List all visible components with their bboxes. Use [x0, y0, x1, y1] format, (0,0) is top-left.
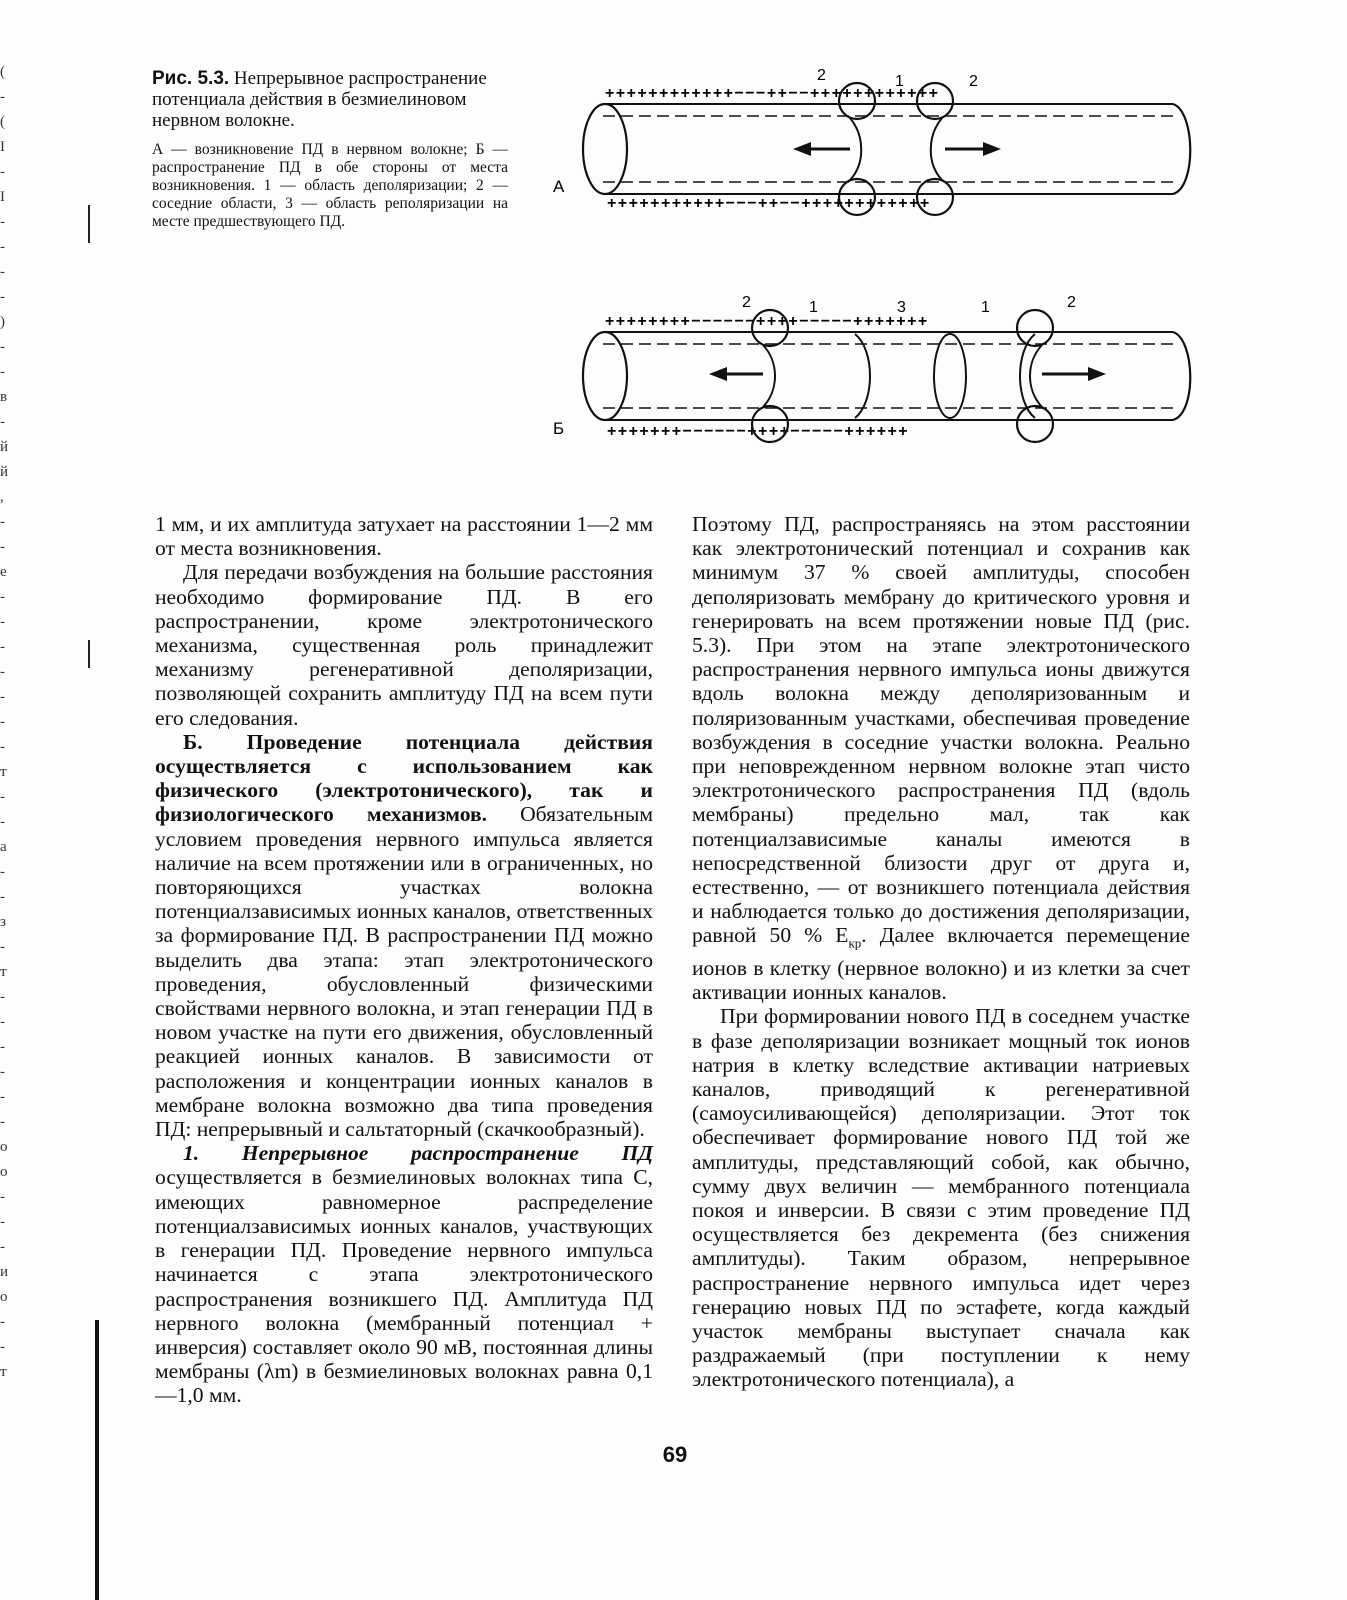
- edge-glyph: и: [0, 1264, 9, 1280]
- diagram-a: [545, 66, 1200, 236]
- right-column: [692, 512, 1190, 1392]
- caption-title: [152, 68, 508, 131]
- edge-glyph: -: [0, 1014, 5, 1030]
- repolarization-ring: [934, 334, 966, 418]
- edge-glyph: -: [0, 414, 5, 430]
- edge-glyph: -: [0, 989, 5, 1005]
- binding-shadow: [95, 1320, 99, 1600]
- paragraph: [155, 1141, 653, 1407]
- edge-glyph: й: [0, 439, 9, 455]
- edge-glyph: -: [0, 864, 5, 880]
- edge-glyph: -: [0, 289, 5, 305]
- caption-title-text: Непрерывное распространение потенциала действия в безмиелиновом нервном волокне.: [152, 68, 487, 131]
- edge-glyph: -: [0, 514, 5, 530]
- edge-glyph: й: [0, 464, 9, 480]
- edge-glyph: -: [0, 1064, 5, 1080]
- ring-left: [855, 334, 870, 418]
- edge-glyph: е: [0, 564, 7, 580]
- current-path-right: [1030, 345, 1042, 407]
- left-column: [155, 512, 653, 1408]
- panel-b-label: Б: [553, 419, 565, 438]
- edge-glyph: I: [0, 189, 5, 205]
- region-label: 2: [817, 67, 826, 84]
- current-path-right: [931, 118, 942, 180]
- edge-glyph: -: [0, 239, 5, 255]
- current-path-left: [763, 345, 775, 407]
- arrow-right-head: [983, 142, 1001, 156]
- edge-glyph: -: [0, 739, 5, 755]
- edge-glyph: -: [0, 214, 5, 230]
- edge-glyph: -: [0, 589, 5, 605]
- charge-row-bottom: + + + + + + + − − − − − − + + + + − − − − − + + + + + +: [607, 423, 907, 440]
- edge-glyph: о: [0, 1289, 8, 1305]
- edge-glyph: -: [0, 789, 5, 805]
- edge-glyph: а: [0, 839, 7, 855]
- caption-label: Рис. 5.3.: [152, 68, 230, 89]
- edge-glyph: -: [0, 889, 5, 905]
- paragraph: При формировании нового ПД в соседнем участке в фазе деполяризации возникает мощный ток ионов натрия в клетку вследствие активации натриевых каналов, приводящий к регенеративной (самоусиливающейся) деполяризации. Этот ток обеспечивает формирование нового ПД той же амплитуды, представляющий собой, как обычно, сумму двух величин — мембранного потенциала покоя и инверсии. В связи с этим проведение ПД осуществляется без декремента (без снижения амплитуды). Таким образом, непрерывное распространение нервного импульса идет через генерацию новых ПД по эстафете, когда каждый участок мембраны выступает сначала как раздражаемый (при поступлении к нему электротонического потенциала), а: [692, 1004, 1190, 1392]
- edge-glyph: в: [0, 389, 8, 405]
- edge-glyph: -: [0, 1239, 5, 1255]
- paragraph: Для передачи возбуждения на большие расстояния необходимо формирование ПД. В его распространении, кроме электротонического механизма, существенная роль принадлежит механизму регенеративной деполяризации, позволяющей сохранить амплитуду ПД на всем пути его следования.: [155, 560, 653, 730]
- edge-glyph: -: [0, 1189, 5, 1205]
- binding-mark-2: [88, 640, 90, 668]
- edge-glyph: -: [0, 364, 5, 380]
- figure-panel-b: [545, 290, 1200, 460]
- current-loop-4: [1017, 406, 1053, 442]
- edge-glyph: -: [0, 714, 5, 730]
- edge-glyph: -: [0, 89, 5, 105]
- edge-glyph: -: [0, 539, 5, 555]
- current-path-left: [850, 118, 861, 180]
- edge-glyph: -: [0, 689, 5, 705]
- edge-glyph: -: [0, 1339, 5, 1355]
- edge-glyph: -: [0, 939, 5, 955]
- diagram-b: [545, 290, 1200, 460]
- edge-glyph: (: [0, 114, 5, 130]
- paragraph: [155, 730, 653, 1141]
- edge-glyph: з: [0, 914, 6, 930]
- paragraph-text: . Далее включается перемещение ионов в клетку (нервное волокно) и из клетки за счет активации ионных каналов.: [692, 923, 1190, 1005]
- edge-glyph: -: [0, 164, 5, 180]
- edge-glyph: -: [0, 639, 5, 655]
- bold-italic-lead: 1. Непрерывное распространение ПД: [183, 1141, 653, 1166]
- fiber-left-end: [583, 332, 627, 420]
- region-label: 1: [981, 299, 990, 316]
- panel-a-label: А: [553, 177, 565, 196]
- paragraph-text: осуществляется в безмиелиновых волокнах типа С, имеющих равномерное распределение потенциалзависимых ионных каналов, участвующих в генерации ПД. Проведение нервного импульса начинается с этапа электротонического распространения возникшего ПД. Амплитуда ПД нервного волокна (мембранный потенциал + инверсия) составляет около 90 мВ, постоянная длины мембраны (λm) в безмиелиновых волокнах равна 0,1—1,0 мм.: [155, 1165, 653, 1408]
- edge-glyph: ): [0, 314, 5, 330]
- region-label: 2: [969, 73, 978, 90]
- bold-lead: Б. Проведение потенциала действия осуществляется с использованием как физического (электротонического), так и физиологического механизмов.: [155, 729, 653, 827]
- fiber-right-end: [1173, 104, 1190, 194]
- figure-caption: [152, 68, 508, 231]
- arrow-right-head: [1088, 367, 1106, 381]
- edge-glyph: -: [0, 1314, 5, 1330]
- edge-glyph: -: [0, 1039, 5, 1055]
- edge-glyph: -: [0, 1214, 5, 1230]
- edge-glyph: (: [0, 64, 5, 80]
- region-label: 2: [742, 294, 751, 311]
- region-label: 1: [809, 299, 818, 316]
- region-label: 3: [897, 299, 906, 316]
- paragraph-text: Поэтому ПД, распространяясь на этом расстоянии как электротонический потенциал и сохранив как минимум 37 % своей амплитуды, способен деполяризовать мембрану до критического уровня и генерировать на всем протяжении новые ПД (рис. 5.3). При этом на этапе электротонического распространения нервного импульса ионы движутся вдоль волокна между деполяризованным и поляризованным участками, обеспечивая проведение возбуждения в соседние участки волокна. Реально при неповрежденном нервном волокне этап чисто электротонического распространения ПД (вдоль мембраны) предельно мал, так как потенциалзависимые каналы имеются в непосредственной близости друг от друга и, естественно, — от возникшего потенциала действия и наблюдается только до достижения деполяризации, равной 50 % E: [692, 512, 1190, 948]
- subscript: кр: [848, 935, 862, 951]
- fiber-right-end: [1173, 332, 1190, 420]
- paragraph-text: Обязательным условием проведения нервного импульса является наличие на всем протяжении или в ограниченных, но повторяющихся участках волокна потенциалзависимых ионных каналов, ответственных за формирование ПД. В распространении ПД можно выделить два этапа: этап электротонического проведения, обусловленный физическими свойствами нервного волокна, и этап генерации ПД в новом участке на пути его движения, обусловленный реакцией ионных каналов. В зависимости от расположения и концентрации ионных каналов в мембране волокна возможно два типа проведения ПД: непрерывный и сальтаторный (скачкообразный).: [155, 802, 653, 1142]
- edge-glyph: -: [0, 264, 5, 280]
- binding-mark-1: [88, 205, 90, 243]
- edge-glyph: I: [0, 139, 5, 155]
- edge-glyph: т: [0, 964, 7, 980]
- charge-row-top: + + + + + + + + + + + + − − − + + − − + + + + + + + + + + + +: [605, 85, 937, 102]
- edge-glyph: -: [0, 1089, 5, 1105]
- edge-glyph: т: [0, 764, 7, 780]
- page-number: 69: [662, 1442, 688, 1467]
- edge-glyph: ,: [0, 489, 4, 505]
- edge-glyph: -: [0, 339, 5, 355]
- paragraph: [692, 512, 1190, 1004]
- figure-panel-a: [545, 66, 1200, 236]
- paragraph: 1 мм, и их амплитуда затухает на расстоянии 1—2 мм от места возникновения.: [155, 512, 653, 561]
- current-loop-3: [1017, 310, 1053, 346]
- arrow-left-head: [793, 142, 811, 156]
- edge-glyph: -: [0, 1114, 5, 1130]
- left-edge-glyphs: [0, 60, 24, 1480]
- edge-glyph: т: [0, 1364, 7, 1380]
- edge-glyph: о: [0, 1164, 8, 1180]
- region-label: 1: [895, 73, 904, 90]
- edge-glyph: -: [0, 664, 5, 680]
- edge-glyph: -: [0, 614, 5, 630]
- charge-row-top: + + + + + + + + − − − − − − + + + + − − − − − + + + + + + +: [605, 313, 926, 330]
- edge-glyph: -: [0, 814, 5, 830]
- fiber-left-end: [583, 104, 627, 194]
- edge-glyph: о: [0, 1139, 8, 1155]
- region-label: 2: [1067, 294, 1076, 311]
- arrow-left-head: [709, 367, 727, 381]
- caption-body: А — возникновение ПД в нервном волокне; Б — распространение ПД в обе стороны от места возникновения. 1 — область деполяризации; 2 — соседние области, 3 — область реполяризации на месте предшествующего ПД.: [152, 141, 508, 230]
- charge-row-bottom: + + + + + + + + + + + − − − + + − − + + + + + + + + + + + +: [607, 195, 928, 212]
